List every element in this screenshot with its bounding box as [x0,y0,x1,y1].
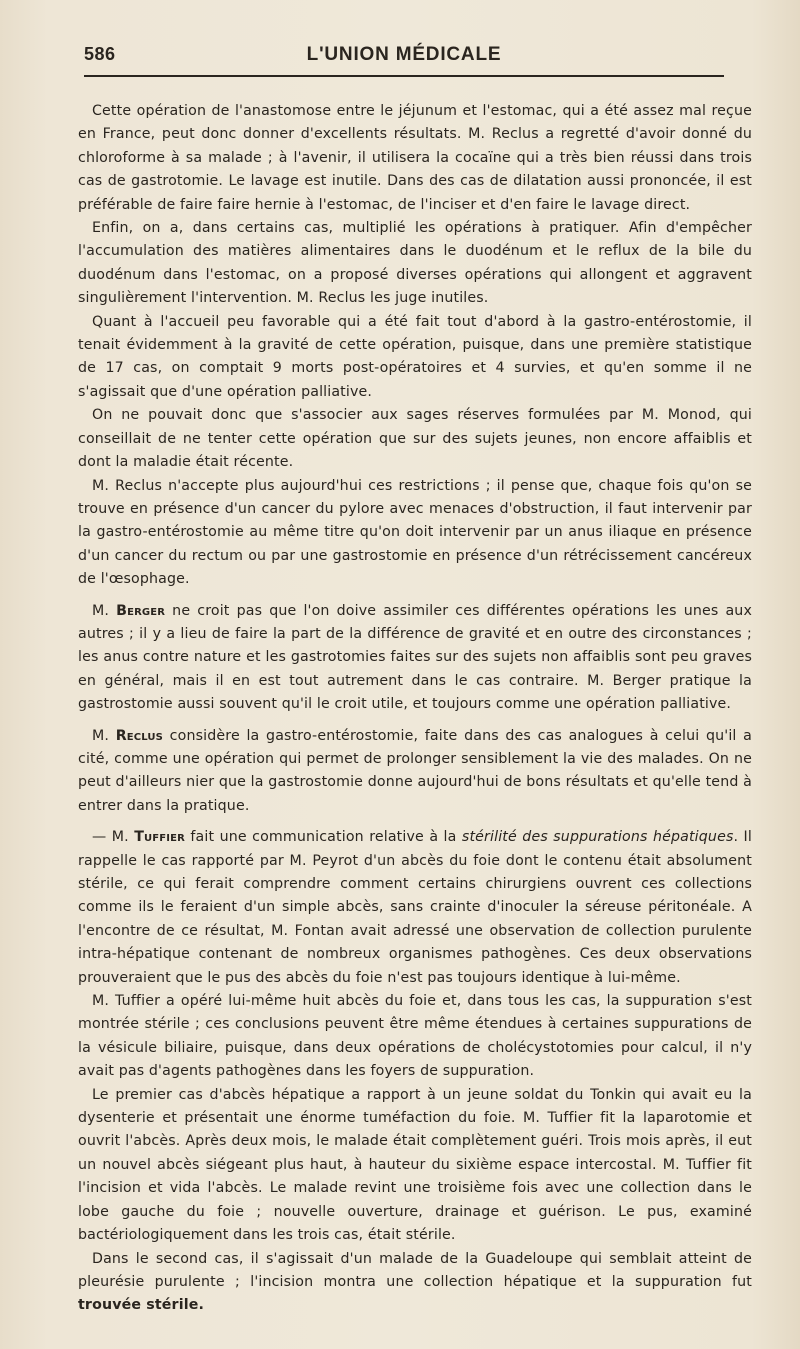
communication-title: stérilité des suppurations hépatiques [461,829,734,846]
paragraph-tuffier-text-b: . Il rappelle le cas rapporté par M. Peyrot d'un abcès du foie dont le contenu était absolument stérile, ce qui ferait comprendre comment certains chirurgiens ouvrent ces collections comme ils le feraient d'un simple abcès, sans crainte d'inoculer la séreuse péritonéale. A l'encontre de ce résultat, M. Fontan avait adressé une observation de collection purulente intra-hépatique contenant de nombreux organismes pathogènes. Ces deux observations prouveraient que le pus des abcès du foie n'est pas toujours identique à lui-même. [78,829,752,986]
header-rule [84,75,724,77]
paragraph-reclus-reponse-text: considère la gastro-entérostomie, faite dans des cas analogues à celui qu'il a cité, comme une opération qui permet de prolonger sensiblement la vie des malades. On ne peut d'ailleurs nier que la gastrostomie donne aujourd'hui de bons résultats et qu'elle tend à entrer dans la pratique. [78,727,752,814]
speaker-name-berger: Berger [116,602,166,619]
paragraph-berger [78,600,752,717]
journal-title: L'UNION MÉDICALE [306,44,502,65]
page-number: 586 [84,44,116,64]
speaker-name-reclus: Reclus [115,727,164,744]
paragraph-anastomose: Cette opération de l'anastomose entre le jéjunum et l'estomac, qui a été assez mal reçue en France, peut donc donner d'excellents résultats. M. Reclus a regretté d'avoir donné du chloroforme à sa malade ; à l'avenir, il utilisera la cocaïne qui a très bien réussi dans trois cas de gastrotomie. Le lavage est inutile. Dans des cas de dilatation aussi prononcée, il est préférable de faire faire hernie à l'estomac, de l'inciser et d'en faire le lavage direct. [78,103,752,213]
speaker-name-tuffier: Tuffier [134,829,185,846]
paragraph-tuffier-text-a: fait une communication relative à la [184,829,462,846]
speaker-prefix: M. [92,727,116,744]
paragraph-tuffier-communication [78,826,752,990]
paragraph-second-cas-text: Dans le second cas, il s'agissait d'un malade de la Guadeloupe qui semblait atteint de pleurésie purulente ; l'incision montra une collection hépatique et la suppuration fut [78,1250,752,1290]
paragraph-accueil-gastro-enterostomie: Quant à l'accueil peu favorable qui a été fait tout d'abord à la gastro-entérostomie, il tenait évidemment à la gravité de cette opération, puisque, dans une première statistique de 17 cas, on comptait 9 morts post-opératoires et 4 survies, et qu'en somme il ne s'agissait que d'une opération palliative. [78,313,752,400]
paragraph-reclus-restrictions: M. Reclus n'accepte plus aujourd'hui ces restrictions ; il pense que, chaque fois qu'on se trouve en présence d'un cancer du pylore avec menaces d'obstruction, il faut intervenir par la gastro-entérostomie au même titre qu'on doit intervenir par un anus iliaque en présence d'un cancer du rectum ou par une gastrostomie en présence d'un rétrécissement cancéreux de l'œsophage. [78,477,752,588]
paragraph-reserves-monod: On ne pouvait donc que s'associer aux sages réserves formulées par M. Monod, qui conseillait de ne tenter cette opération que sur des sujets jeunes, non encore affaiblis et dont la maladie était récente. [78,407,752,471]
paragraph-operations-multiples: Enfin, on a, dans certains cas, multiplié les opérations à pratiquer. Afin d'empêcher l'accumulation des matières alimentaires dans le duodénum et le reflux de la bile du duodénum dans l'estomac, on a proposé diverses opérations qui allongent et aggravent singulièrement l'intervention. M. Reclus les juge inutiles. [78,220,752,307]
speaker-prefix: — M. [92,829,135,846]
paragraph-berger-text: ne croit pas que l'on doive assimiler ces différentes opérations les unes aux autres ; il y a lieu de faire la part de la différence de gravité et en outre des circonstances ; les anus contre nature et les gastrotomies faites sur des sujets non affaiblis sont peu graves en général, mais il en est tout autrement dans le cas contraire. M. Berger pratique la gastrostomie aussi souvent qu'il le croit utile, et toujours comme une opération palliative. [78,602,752,713]
paragraph-tuffier-huit-abces: M. Tuffier a opéré lui-même huit abcès du foie et, dans tous les cas, la suppuration s'est montrée stérile ; ces conclusions peuvent être même étendues à certaines suppurations de la vésicule biliaire, puisque, dans deux opérations de cholécystotomies pour calcul, il n'y avait pas d'agents pathogènes dans les foyers de suppuration. [78,993,752,1080]
paragraph-reclus-reponse [78,725,752,819]
paragraph-premier-cas: Le premier cas d'abcès hépatique a rapport à un jeune soldat du Tonkin qui avait eu la dysenterie et présentait une énorme tuméfaction du foie. M. Tuffier fit la laparotomie et ouvrit l'abcès. Après deux mois, le malade était complètement guéri. Trois mois après, il eut un nouvel abcès siégeant plus haut, à hauteur du sixième espace intercostal. M. Tuffier fit l'incision et vida l'abcès. Le malade revint une troisième fois avec une collection dans le lobe gauche du foie ; nouvelle ouverture, drainage et guérison. Le pus, examiné bactériologiquement dans les trois cas, était stérile. [78,1086,752,1244]
article-body [78,100,752,1318]
paragraph-second-cas [78,1248,752,1318]
running-head [84,44,724,84]
speaker-prefix: M. [92,602,117,619]
paragraph-second-cas-ending: trouvée stérile. [78,1297,205,1314]
